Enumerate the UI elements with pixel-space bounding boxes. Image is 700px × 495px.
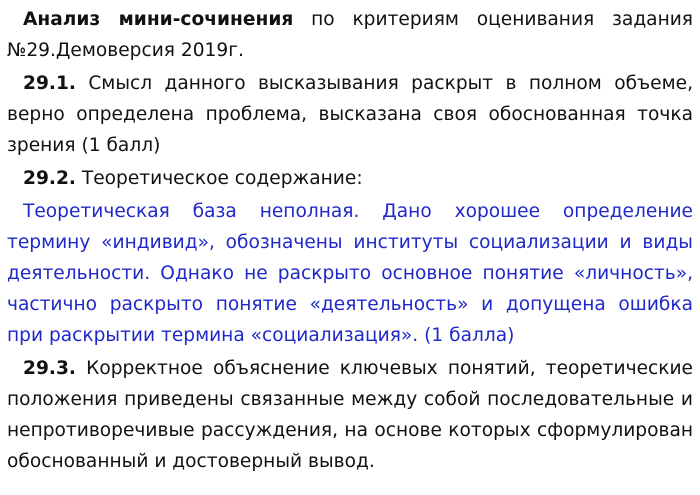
title-rest: по критериям оценивания задания №29.Демоверсия 2019г. bbox=[7, 9, 693, 61]
criterion-text: Смысл данного высказывания раскрыт в полном объеме, верно определена проблема, высказана своя обоснованная точка зрения (1 балл) bbox=[7, 73, 693, 156]
analysis-paragraph: Теоретическая база неполная. Дано хорошее определение термину «индивид», обозначены институты социализации и виды деятельности. Однако не раскрыто основное понятие «личность», частично раскрыто понятие «деятельность» и допущена ошибка при раскрытии термина «социализация». (1 балла) bbox=[7, 201, 693, 346]
document-title bbox=[7, 4, 693, 66]
criterion-text: Корректное объяснение ключевых понятий, теоретические положения приведены связанные между собой последовательные и непротиворечивые рассуждения, на основе которых сформулирован обоснованный и достоверный вывод. bbox=[7, 358, 693, 472]
criterion-number: 29.3. bbox=[23, 358, 76, 379]
criterion-text: Теоретическое содержание: bbox=[75, 168, 363, 189]
criterion-number: 29.1. bbox=[23, 73, 76, 94]
criterion-29-3 bbox=[7, 353, 693, 477]
title-bold: Анализ мини-сочинения bbox=[23, 9, 294, 30]
criterion-29-2 bbox=[7, 163, 693, 194]
criterion-29-1 bbox=[7, 68, 693, 161]
criterion-number: 29.2. bbox=[23, 168, 76, 189]
